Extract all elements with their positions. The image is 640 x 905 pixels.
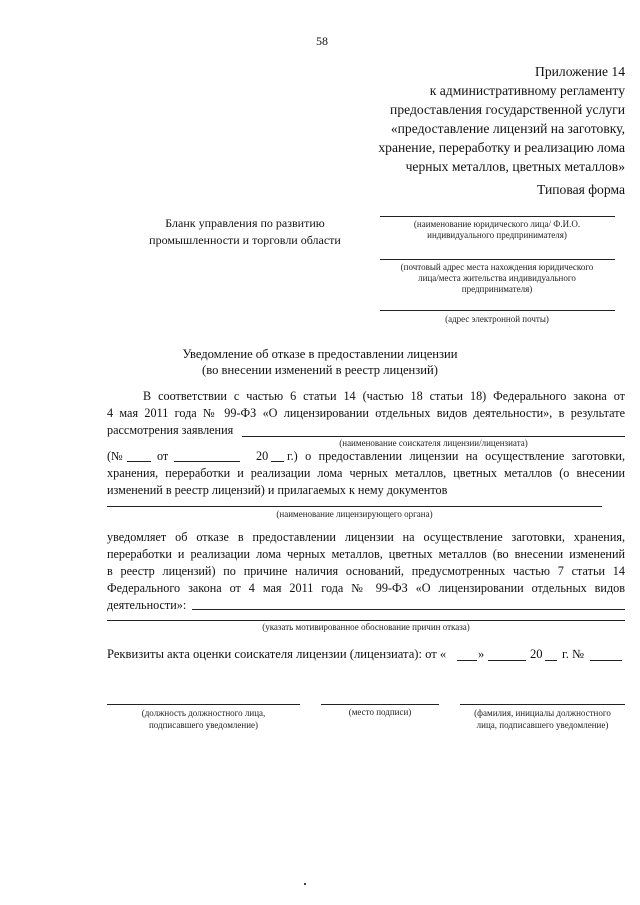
applicant-hint: (наименование соискателя лицензии/лицензиата) bbox=[339, 438, 528, 448]
act-number-line bbox=[590, 660, 622, 661]
title-line: (во внесении изменений в реестр лицензий) bbox=[202, 363, 438, 377]
signature-name-line bbox=[460, 704, 625, 705]
body-line: Федерального закона от 4 мая 2011 года № 99-ФЗ «О лицензировании отдельных видов bbox=[107, 581, 625, 595]
document-title bbox=[100, 346, 540, 378]
act-year-line bbox=[545, 660, 557, 661]
page-number: 58 bbox=[316, 34, 328, 48]
act-month-line bbox=[488, 660, 526, 661]
addressee-name-hint: (наименование юридического лица/ Ф.И.О. индивидуального предпринимателя) bbox=[413, 219, 581, 240]
body-line: 4 мая 2011 года № 99-ФЗ «О лицензировании отдельных видов деятельности», в результате bbox=[107, 406, 625, 420]
body-line: рассмотрения заявления bbox=[107, 423, 234, 437]
signature-name-hint: (фамилия, инициалы должностного лица, подписавшего уведомление) bbox=[474, 708, 611, 730]
reason-line-2 bbox=[107, 620, 625, 621]
addressee-address-line bbox=[380, 259, 615, 260]
reason-line bbox=[192, 609, 625, 610]
appendix-line: Приложение 14 bbox=[535, 64, 625, 79]
appendix-block bbox=[378, 62, 625, 176]
act-prefix: Реквизиты акта оценки соискателя лицензии (лицензиата): от « bbox=[107, 647, 447, 661]
signature-place-hint: (место подписи) bbox=[348, 707, 412, 717]
applicant-name-line bbox=[242, 436, 625, 437]
letterhead-line: промышленности и торговли области bbox=[149, 233, 341, 247]
body-line: (№ bbox=[107, 449, 123, 463]
form-type-label: Типовая форма bbox=[537, 182, 625, 197]
body-line: от bbox=[157, 449, 169, 463]
addressee-address-hint: (почтовый адрес места нахождения юридического лица/места жительства индивидуального предпринимателя) bbox=[400, 262, 594, 294]
application-year-line bbox=[271, 461, 284, 462]
appendix-line: черных металлов, цветных металлов» bbox=[405, 159, 625, 174]
body-line: деятельности»: bbox=[107, 598, 187, 612]
letterhead-line: Бланк управления по развитию bbox=[165, 216, 325, 230]
addressee-email-line bbox=[380, 310, 615, 311]
application-number-line bbox=[127, 461, 151, 462]
signature-position-line bbox=[107, 704, 300, 705]
title-line: Уведомление об отказе в предоставлении лицензии bbox=[182, 347, 458, 361]
act-day-line bbox=[457, 660, 477, 661]
appendix-line: к административному регламенту bbox=[429, 83, 625, 98]
body-line: 20 bbox=[256, 449, 269, 463]
letterhead bbox=[125, 215, 365, 249]
addressee-name-line bbox=[380, 216, 615, 217]
appendix-line: хранение, переработку и реализацию лома bbox=[378, 140, 625, 155]
body-line: уведомляет об отказе в предоставлении лицензии на осуществление заготовки, хранения, bbox=[107, 530, 625, 544]
act-year: 20 bbox=[530, 647, 543, 661]
body-line: В соответствии с частью 6 статьи 14 (частью 18 статьи 18) Федерального закона от bbox=[143, 389, 625, 403]
authority-hint: (наименование лицензирующего органа) bbox=[276, 509, 433, 519]
scan-dot bbox=[304, 883, 306, 885]
act-quote-close: » bbox=[478, 647, 485, 661]
reason-hint: (указать мотивированное обоснование причин отказа) bbox=[262, 622, 470, 632]
signature-position-hint: (должность должностного лица, подписавшего уведомление) bbox=[141, 708, 266, 730]
addressee-email-hint: (адрес электронной почты) bbox=[445, 314, 549, 324]
appendix-line: предоставления государственной услуги bbox=[390, 102, 625, 117]
body-line: переработки и реализации лома черных металлов, цветных металлов (во внесении изменений bbox=[107, 547, 625, 561]
body-line: г.) о предоставлении лицензии на осуществление заготовки, bbox=[287, 449, 625, 463]
act-number-label: г. № bbox=[562, 647, 585, 661]
body-line: в реестр лицензий) по причине наличия оснований, предусмотренных частью 7 статьи 14 bbox=[107, 564, 625, 578]
body-line: хранения, переработки и реализации лома черных металлов, цветных металлов (о внесении bbox=[107, 466, 625, 480]
application-date-line bbox=[174, 461, 240, 462]
appendix-line: «предоставление лицензий на заготовку, bbox=[390, 121, 625, 136]
authority-name-line bbox=[107, 506, 602, 507]
body-line: изменений в реестр лицензий) и прилагаемых к нему документов bbox=[107, 483, 448, 497]
signature-place-line bbox=[321, 704, 439, 705]
